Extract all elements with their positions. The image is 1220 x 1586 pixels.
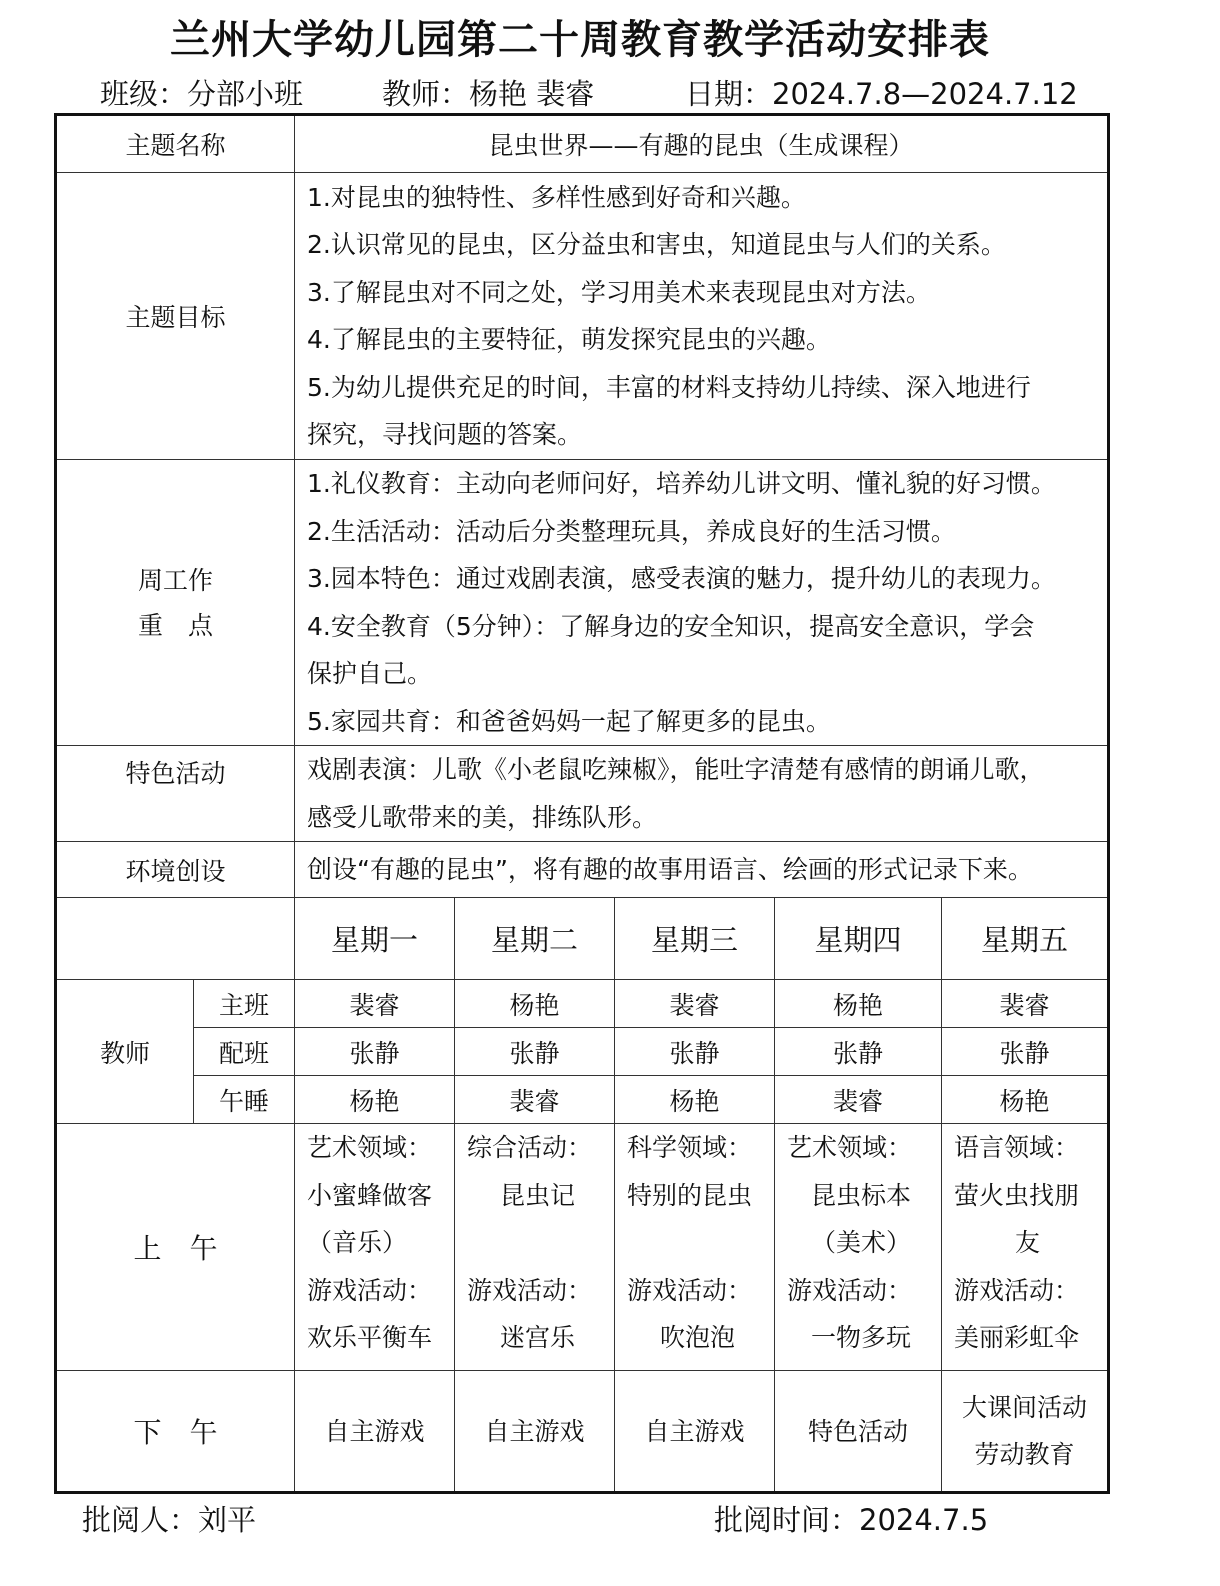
teacher-name: 张静 xyxy=(775,1028,942,1076)
weekly-focus-label: 周工作 重 点 xyxy=(56,460,295,746)
weekly-item: 4.安全教育（5分钟）：了解身边的安全知识，提高安全意识，学会 xyxy=(307,611,1035,641)
teacher-row xyxy=(56,980,1109,1028)
theme-goals-label: 主题目标 xyxy=(56,173,295,460)
teacher-name: 张静 xyxy=(455,1028,615,1076)
teacher-name: 裴睿 xyxy=(455,1076,615,1124)
teacher-info: 教师：杨艳 裴睿 xyxy=(382,77,595,111)
afternoon-row xyxy=(56,1371,1109,1493)
feature-activity-label: 特色活动 xyxy=(56,746,295,842)
day-header: 星期五 xyxy=(942,898,1109,980)
weekly-item: 5.家园共育：和爸爸妈妈一起了解更多的昆虫。 xyxy=(307,706,831,736)
teacher-name: 杨艳 xyxy=(942,1076,1109,1124)
theme-goals-row xyxy=(56,173,1109,460)
weekly-focus-row xyxy=(56,460,1109,746)
class-info: 班级：分部小班 xyxy=(100,77,304,111)
afternoon-label: 下 午 xyxy=(56,1371,295,1493)
feature-activity-cell: 戏剧表演：儿歌《小老鼠吃辣椒》，能吐字清楚有感情的朗诵儿歌， 感受儿歌带来的美，排练队形。 xyxy=(295,746,1109,842)
empty-header-cell xyxy=(56,898,295,980)
theme-name-row xyxy=(56,115,1109,173)
teacher-name: 杨艳 xyxy=(775,980,942,1028)
goal-item: 2.认识常见的昆虫，区分益虫和害虫，知道昆虫与人们的关系。 xyxy=(307,230,1006,259)
weekly-focus-cell xyxy=(295,460,1109,746)
afternoon-activity-cell: 自主游戏 xyxy=(295,1371,455,1493)
teacher-name: 裴睿 xyxy=(942,980,1109,1028)
day-header: 星期四 xyxy=(775,898,942,980)
weekly-item: 保护自己。 xyxy=(307,659,433,688)
date-info: 日期：2024.7.8—2024.7.12 xyxy=(685,77,1078,111)
feature-activity-row xyxy=(56,746,1109,842)
morning-label: 上 午 xyxy=(56,1124,295,1371)
teacher-role: 配班 xyxy=(194,1028,295,1076)
afternoon-activity-cell: 大课间活动 劳动教育 xyxy=(942,1371,1109,1493)
day-header: 星期二 xyxy=(455,898,615,980)
environment-value: 创设“有趣的昆虫”，将有趣的故事用语言、绘画的形式记录下来。 xyxy=(295,842,1109,898)
weekly-item: 3.园本特色：通过戏剧表演，感受表演的魅力，提升幼儿的表现力。 xyxy=(307,564,1056,593)
theme-name-value: 昆虫世界——有趣的昆虫（生成课程） xyxy=(295,115,1109,173)
teacher-name: 裴睿 xyxy=(295,980,455,1028)
weekly-item: 1.礼仪教育：主动向老师问好，培养幼儿讲文明、懂礼貌的好习惯。 xyxy=(307,469,1056,498)
theme-goals-cell xyxy=(295,173,1109,460)
afternoon-activity-cell: 自主游戏 xyxy=(615,1371,775,1493)
page-title: 兰州大学幼儿园第二十周教育教学活动安排表 xyxy=(170,17,990,63)
goal-item: 3.了解昆虫对不同之处，学习用美术来表现昆虫对方法。 xyxy=(307,277,931,307)
weekday-header-row xyxy=(56,898,1109,980)
day-header: 星期三 xyxy=(615,898,775,980)
weekly-item: 2.生活活动：活动后分类整理玩具，养成良好的生活习惯。 xyxy=(307,516,956,546)
afternoon-activity-cell: 特色活动 xyxy=(775,1371,942,1493)
teacher-row xyxy=(56,1028,1109,1076)
afternoon-activity-cell: 自主游戏 xyxy=(455,1371,615,1493)
goal-item: 5.为幼儿提供充足的时间，丰富的材料支持幼儿持续、深入地进行 xyxy=(307,372,1031,402)
morning-activity-cell: 语言领域： 萤火虫找朋 友 游戏活动： 美丽彩虹伞 xyxy=(942,1124,1109,1371)
goal-item: 探究，寻找问题的答案。 xyxy=(307,420,583,449)
teacher-name: 杨艳 xyxy=(615,1076,775,1124)
teacher-name: 杨艳 xyxy=(455,980,615,1028)
teacher-name: 张静 xyxy=(295,1028,455,1076)
review-time: 批阅时间：2024.7.5 xyxy=(714,1503,989,1537)
morning-activity-cell: 科学领域： 特别的昆虫 游戏活动： 吹泡泡 xyxy=(615,1124,775,1371)
environment-row xyxy=(56,842,1109,898)
teacher-row xyxy=(56,1076,1109,1124)
teacher-name: 杨艳 xyxy=(295,1076,455,1124)
teacher-role: 主班 xyxy=(194,980,295,1028)
morning-activity-cell: 艺术领域： 小蜜蜂做客 （音乐） 游戏活动： 欢乐平衡车 xyxy=(295,1124,455,1371)
morning-activity-cell: 综合活动： 昆虫记 游戏活动： 迷宫乐 xyxy=(455,1124,615,1371)
teacher-name: 裴睿 xyxy=(615,980,775,1028)
teacher-name: 张静 xyxy=(942,1028,1109,1076)
environment-label: 环境创设 xyxy=(56,842,295,898)
teacher-role: 午睡 xyxy=(194,1076,295,1124)
theme-name-label: 主题名称 xyxy=(56,115,295,173)
goal-item: 1.对昆虫的独特性、多样性感到好奇和兴趣。 xyxy=(307,182,806,212)
morning-activity-cell: 艺术领域： 昆虫标本 （美术） 游戏活动： 一物多玩 xyxy=(775,1124,942,1371)
teacher-label: 教师 xyxy=(56,980,194,1124)
schedule-table xyxy=(54,113,1110,1494)
goal-item: 4.了解昆虫的主要特征，萌发探究昆虫的兴趣。 xyxy=(307,325,831,354)
teacher-name: 裴睿 xyxy=(775,1076,942,1124)
morning-row xyxy=(56,1124,1109,1371)
teacher-name: 张静 xyxy=(615,1028,775,1076)
reviewer: 批阅人：刘平 xyxy=(82,1503,257,1537)
day-header: 星期一 xyxy=(295,898,455,980)
